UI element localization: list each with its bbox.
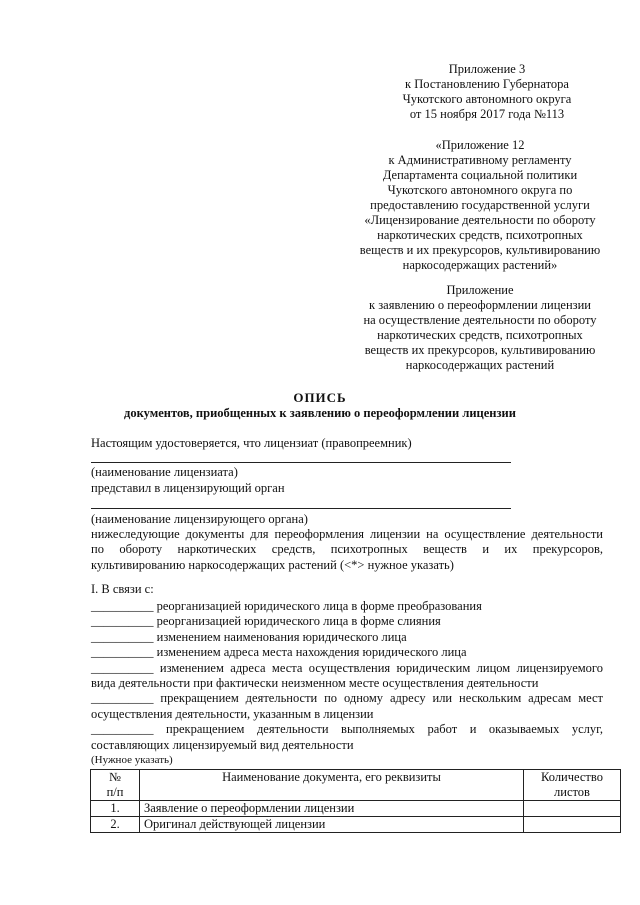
reason-item: __________ прекращением деятельности выполняемых работ и оказываемых услуг,	[91, 722, 603, 737]
row-num: 2.	[91, 817, 140, 833]
header-line: «Лицензирование деятельности по обороту	[364, 213, 596, 227]
header-line: Приложение	[446, 283, 514, 297]
reason-item: __________ изменением адреса места осуществления юридическим лицом лицензируемого	[91, 660, 603, 675]
licensee-blank-line	[91, 462, 511, 463]
header-num-line1: №	[109, 770, 121, 784]
header-line: к Постановлению Губернатора	[405, 77, 569, 91]
document-title: ОПИСЬ	[293, 390, 347, 405]
header-line: наркотических средств, психотропных	[377, 228, 583, 242]
reason-item: __________ реорганизацией юридического лица в форме слияния	[91, 614, 441, 629]
header-num-line2: п/п	[106, 785, 124, 799]
section-heading: I. В связи с:	[91, 582, 154, 596]
licensee-caption: (наименование лицензиата)	[91, 465, 238, 479]
appendix-3-header	[372, 62, 602, 122]
documents-table	[90, 769, 621, 833]
reason-item-continuation: осуществления деятельности, указанным в лицензии	[91, 706, 374, 721]
header-name: Наименование документа, его реквизиты	[140, 770, 524, 801]
paragraph-line: по обороту наркотических средств, психотропных веществ и их прекурсоров,	[91, 542, 603, 557]
reason-item-continuation: вида деятельности при фактически неизменном месте осуществления деятельности	[91, 676, 539, 691]
paragraph-line: культивированию наркосодержащих растений (<*> нужное указать)	[91, 557, 454, 572]
table-header-row	[91, 770, 621, 801]
docs-intro-paragraph	[91, 527, 603, 573]
table-row	[91, 817, 621, 833]
header-line: к заявлению о переоформлении лицензии	[369, 298, 591, 312]
submitted-text: представил в лицензирующий орган	[91, 481, 285, 495]
header-line: наркотических средств, психотропных	[377, 328, 583, 342]
row-num: 1.	[91, 801, 140, 817]
header-num	[91, 770, 140, 801]
header-line: предоставлению государственной услуги	[370, 198, 590, 212]
appendix-12-header	[350, 138, 610, 273]
application-appendix-header	[350, 283, 610, 373]
header-line: наркосодержащих растений»	[402, 258, 558, 272]
document-subtitle: документов, приобщенных к заявлению о переоформлении лицензии	[124, 406, 516, 420]
header-line: веществ их прекурсоров, культивированию	[364, 343, 596, 357]
row-sheet-count	[524, 801, 621, 817]
row-sheet-count	[524, 817, 621, 833]
header-line: от 15 ноября 2017 года №113	[409, 107, 565, 121]
reason-item-continuation: составляющих лицензируемый вид деятельности	[91, 737, 354, 752]
header-line: Чукотского автономного округа	[402, 92, 572, 106]
certify-text: Настоящим удостоверяется, что лицензиат (правопреемник)	[91, 436, 412, 450]
header-line: веществ и их прекурсоров, культивированию	[359, 243, 601, 257]
header-count-line2: листов	[554, 785, 590, 799]
organ-caption: (наименование лицензирующего органа)	[91, 512, 308, 526]
header-line: Чукотского автономного округа по	[387, 183, 573, 197]
table-row	[91, 801, 621, 817]
header-line: на осуществление деятельности по обороту	[363, 313, 597, 327]
reason-item: __________ реорганизацией юридического лица в форме преобразования	[91, 599, 482, 613]
reason-item: __________ изменением адреса места нахождения юридического лица	[91, 645, 467, 660]
organ-blank-line	[91, 508, 511, 509]
header-line: наркосодержащих растений	[405, 358, 555, 372]
reasons-list	[91, 599, 603, 768]
row-document-name: Оригинал действующей лицензии	[140, 817, 524, 833]
header-line: Департамента социальной политики	[382, 168, 578, 182]
header-count-line1: Количество	[541, 770, 603, 784]
header-line: «Приложение 12	[435, 138, 525, 152]
paragraph-line: нижеследующие документы для переоформления лицензии на осуществление деятельности	[91, 527, 603, 541]
header-line: к Административному регламенту	[388, 153, 572, 167]
row-document-name: Заявление о переоформлении лицензии	[140, 801, 524, 817]
header-count	[524, 770, 621, 801]
reason-item: __________ изменением наименования юридического лица	[91, 629, 407, 644]
header-line: Приложение 3	[448, 62, 526, 76]
reason-item: __________ прекращением деятельности по одному адресу или нескольким адресам мест	[91, 691, 603, 706]
note-text: (Нужное указать)	[91, 754, 173, 767]
